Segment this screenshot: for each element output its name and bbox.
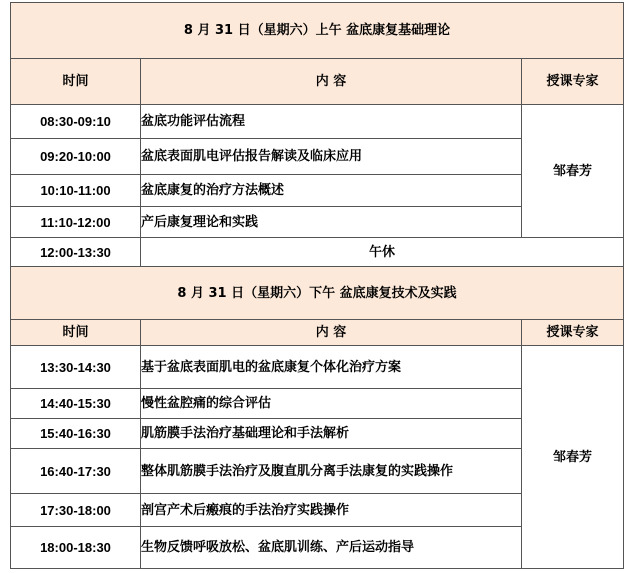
session-topic: 基于盆底表面肌电的盆底康复个体化治疗方案 (141, 346, 522, 389)
table-row (11, 346, 624, 389)
session-time: 14:40-15:30 (11, 389, 141, 419)
morning-expert: 邹春芳 (522, 105, 624, 238)
session-time: 16:40-17:30 (11, 449, 141, 494)
afternoon-header-row (11, 320, 624, 346)
session-time: 15:40-16:30 (11, 419, 141, 449)
time-column-header: 时间 (11, 59, 141, 105)
session-time: 18:00-18:30 (11, 527, 141, 569)
afternoon-session-banner-row (11, 267, 624, 320)
session-topic: 慢性盆腔痛的综合评估 (141, 389, 522, 419)
session-time: 17:30-18:00 (11, 494, 141, 527)
session-topic: 盆底康复的治疗方法概述 (141, 175, 522, 207)
session-time: 11:10-12:00 (11, 207, 141, 238)
morning-header-row (11, 59, 624, 105)
session-topic: 产后康复理论和实践 (141, 207, 522, 238)
afternoon-expert: 邹春芳 (522, 346, 624, 569)
afternoon-session-banner: 8 月 31 日（星期六）下午 盆底康复技术及实践 (11, 267, 624, 320)
session-time: 10:10-11:00 (11, 175, 141, 207)
session-topic: 剖宫产术后瘢痕的手法治疗实践操作 (141, 494, 522, 527)
morning-session-banner-row (11, 3, 624, 59)
session-topic: 盆底功能评估流程 (141, 105, 522, 139)
time-column-header: 时间 (11, 320, 141, 346)
table-row (11, 105, 624, 139)
session-topic: 生物反馈呼吸放松、盆底肌训练、产后运动指导 (141, 527, 522, 569)
break-label: 午休 (141, 238, 624, 267)
session-topic: 肌筋膜手法治疗基础理论和手法解析 (141, 419, 522, 449)
content-column-header: 内 容 (141, 59, 522, 105)
session-topic: 盆底表面肌电评估报告解读及临床应用 (141, 139, 522, 175)
expert-column-header: 授课专家 (522, 59, 624, 105)
session-topic: 整体肌筋膜手法治疗及腹直肌分离手法康复的实践操作 (141, 449, 522, 494)
expert-column-header: 授课专家 (522, 320, 624, 346)
schedule-table (10, 2, 624, 569)
session-time: 08:30-09:10 (11, 105, 141, 139)
content-column-header: 内 容 (141, 320, 522, 346)
session-time: 09:20-10:00 (11, 139, 141, 175)
session-time: 13:30-14:30 (11, 346, 141, 389)
lunch-break-row (11, 238, 624, 267)
morning-session-banner: 8 月 31 日（星期六）上午 盆底康复基础理论 (11, 3, 624, 59)
break-time: 12:00-13:30 (11, 238, 141, 267)
